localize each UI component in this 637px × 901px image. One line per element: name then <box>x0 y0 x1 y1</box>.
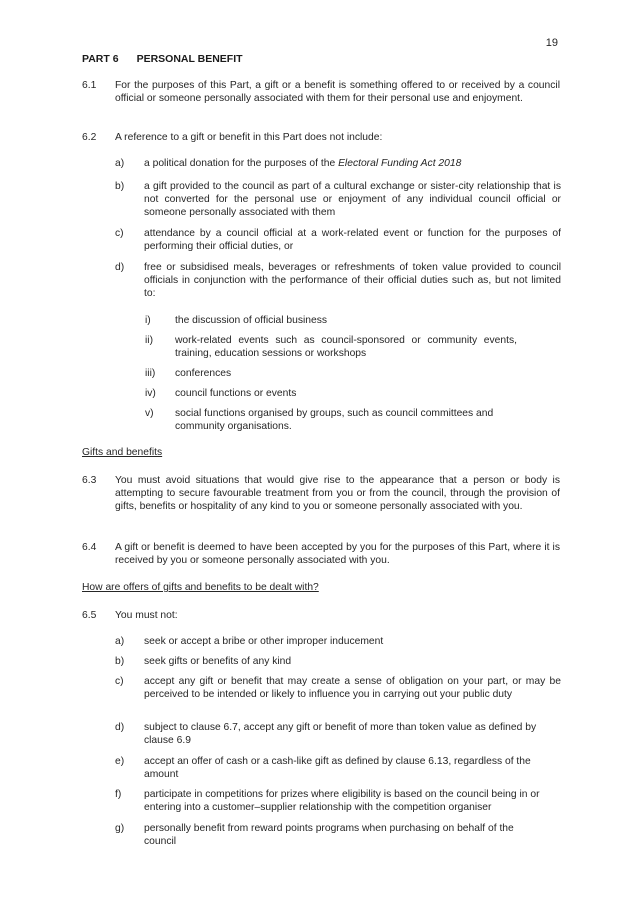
item-text: accept any gift or benefit that may create a sense of obligation on your part, or may be perceived to be intended or likely to influence you in carrying out your public duty <box>144 676 561 701</box>
sub-item-text: conferences <box>175 368 232 379</box>
clause-text: You must not: <box>115 610 178 621</box>
clause-text: You must avoid situations that would give rise to the appearance that a person or body is attempting to secure favourable treatment from you or from the council, through the provision of gifts, benefits or hospitality of any kind to you or someone personally associated with you. <box>115 475 560 513</box>
sub-item-label: i) <box>145 315 151 326</box>
sub-item <box>145 314 525 327</box>
part-heading <box>82 53 243 66</box>
clause-6-4 <box>82 541 560 567</box>
clause-6-1 <box>82 79 560 105</box>
page-number: 19 <box>545 37 558 49</box>
sub-item <box>145 387 525 400</box>
item-label: a) <box>115 636 125 647</box>
item-text: attendance by a council official at a work-related event or function for the purposes of performing their official duties, or <box>144 228 561 253</box>
item-label: e) <box>115 756 125 767</box>
clause-text: A reference to a gift or benefit in this Part does not include: <box>115 132 383 143</box>
clause-number: 6.3 <box>82 475 97 486</box>
list-item <box>115 180 561 220</box>
list-item <box>115 755 561 781</box>
item-label: g) <box>115 823 125 834</box>
sub-item-text: council functions or events <box>175 388 297 399</box>
section-heading-gifts: Gifts and benefits <box>82 447 163 458</box>
item-text: accept an offer of cash or a cash-like gift as defined by clause 6.13, regardless of the amount <box>144 756 531 781</box>
sub-item-text: the discussion of official business <box>175 315 328 326</box>
clause-number: 6.2 <box>82 132 97 143</box>
item-label: b) <box>115 181 125 192</box>
item-text: subject to clause 6.7, accept any gift or benefit of more than token value as defined by clause 6.9 <box>144 722 537 747</box>
list-item <box>115 721 561 747</box>
clause-6-3 <box>82 474 560 514</box>
item-label: f) <box>115 789 122 800</box>
list-item <box>115 675 561 701</box>
item-text: seek or accept a bribe or other improper inducement <box>144 636 384 647</box>
sub-item-label: iv) <box>145 388 156 399</box>
sub-item-label: iii) <box>145 368 156 379</box>
list-item <box>115 655 561 668</box>
section-heading-offers: How are offers of gifts and benefits to be dealt with? <box>82 582 319 593</box>
clause-text: A gift or benefit is deemed to have been accepted by you for the purposes of this Part, where it is received by you or someone personally associated with you. <box>115 542 560 567</box>
item-text: participate in competitions for prizes where eligibility is based on the council being in or entering into a customer–supplier relationship with the competition organiser <box>144 789 540 814</box>
item-label: b) <box>115 656 125 667</box>
item-label: c) <box>115 676 124 687</box>
part-number: PART 6 <box>82 53 119 65</box>
item-text: a gift provided to the council as part of a cultural exchange or sister-city relationship that is not converted for the personal use or enjoyment of any individual council official or someone personally associated with them <box>144 181 561 219</box>
item-label: a) <box>115 158 125 169</box>
item-text: personally benefit from reward points programs when purchasing on behalf of the council <box>144 823 514 848</box>
sub-item <box>145 367 525 380</box>
list-item <box>115 635 561 648</box>
sub-item-text: social functions organised by groups, such as council committees and community organisations. <box>175 408 494 433</box>
item-text: a political donation for the purposes of the Electoral Funding Act 2018 <box>144 158 462 169</box>
sub-item-label: ii) <box>145 335 154 346</box>
sub-item <box>145 334 517 360</box>
clause-number: 6.4 <box>82 542 97 553</box>
sub-item <box>145 407 525 433</box>
part-title: PERSONAL BENEFIT <box>136 53 243 65</box>
item-label: d) <box>115 262 125 273</box>
item-text: free or subsidised meals, beverages or refreshments of token value provided to council officials in conjunction with the performance of their official duties such as, but not limited to: <box>144 262 561 300</box>
clause-6-5 <box>82 609 560 622</box>
item-label: d) <box>115 722 125 733</box>
list-item <box>115 227 561 253</box>
item-text: seek gifts or benefits of any kind <box>144 656 292 667</box>
clause-6-2 <box>82 131 560 144</box>
sub-item-label: v) <box>145 408 154 419</box>
clause-text: For the purposes of this Part, a gift or a benefit is something offered to or received by a council official or someone personally associated with them for their personal use and enjoyment. <box>115 80 560 105</box>
list-item <box>115 788 561 814</box>
clause-number: 6.5 <box>82 610 97 621</box>
item-label: c) <box>115 228 124 239</box>
list-item <box>115 822 561 848</box>
act-name: Electoral Funding Act 2018 <box>338 158 462 169</box>
list-item <box>115 261 561 301</box>
sub-item-text: work-related events such as council-sponsored or community events, training, education sessions or workshops <box>175 335 517 360</box>
list-item <box>115 157 561 170</box>
clause-number: 6.1 <box>82 80 97 91</box>
